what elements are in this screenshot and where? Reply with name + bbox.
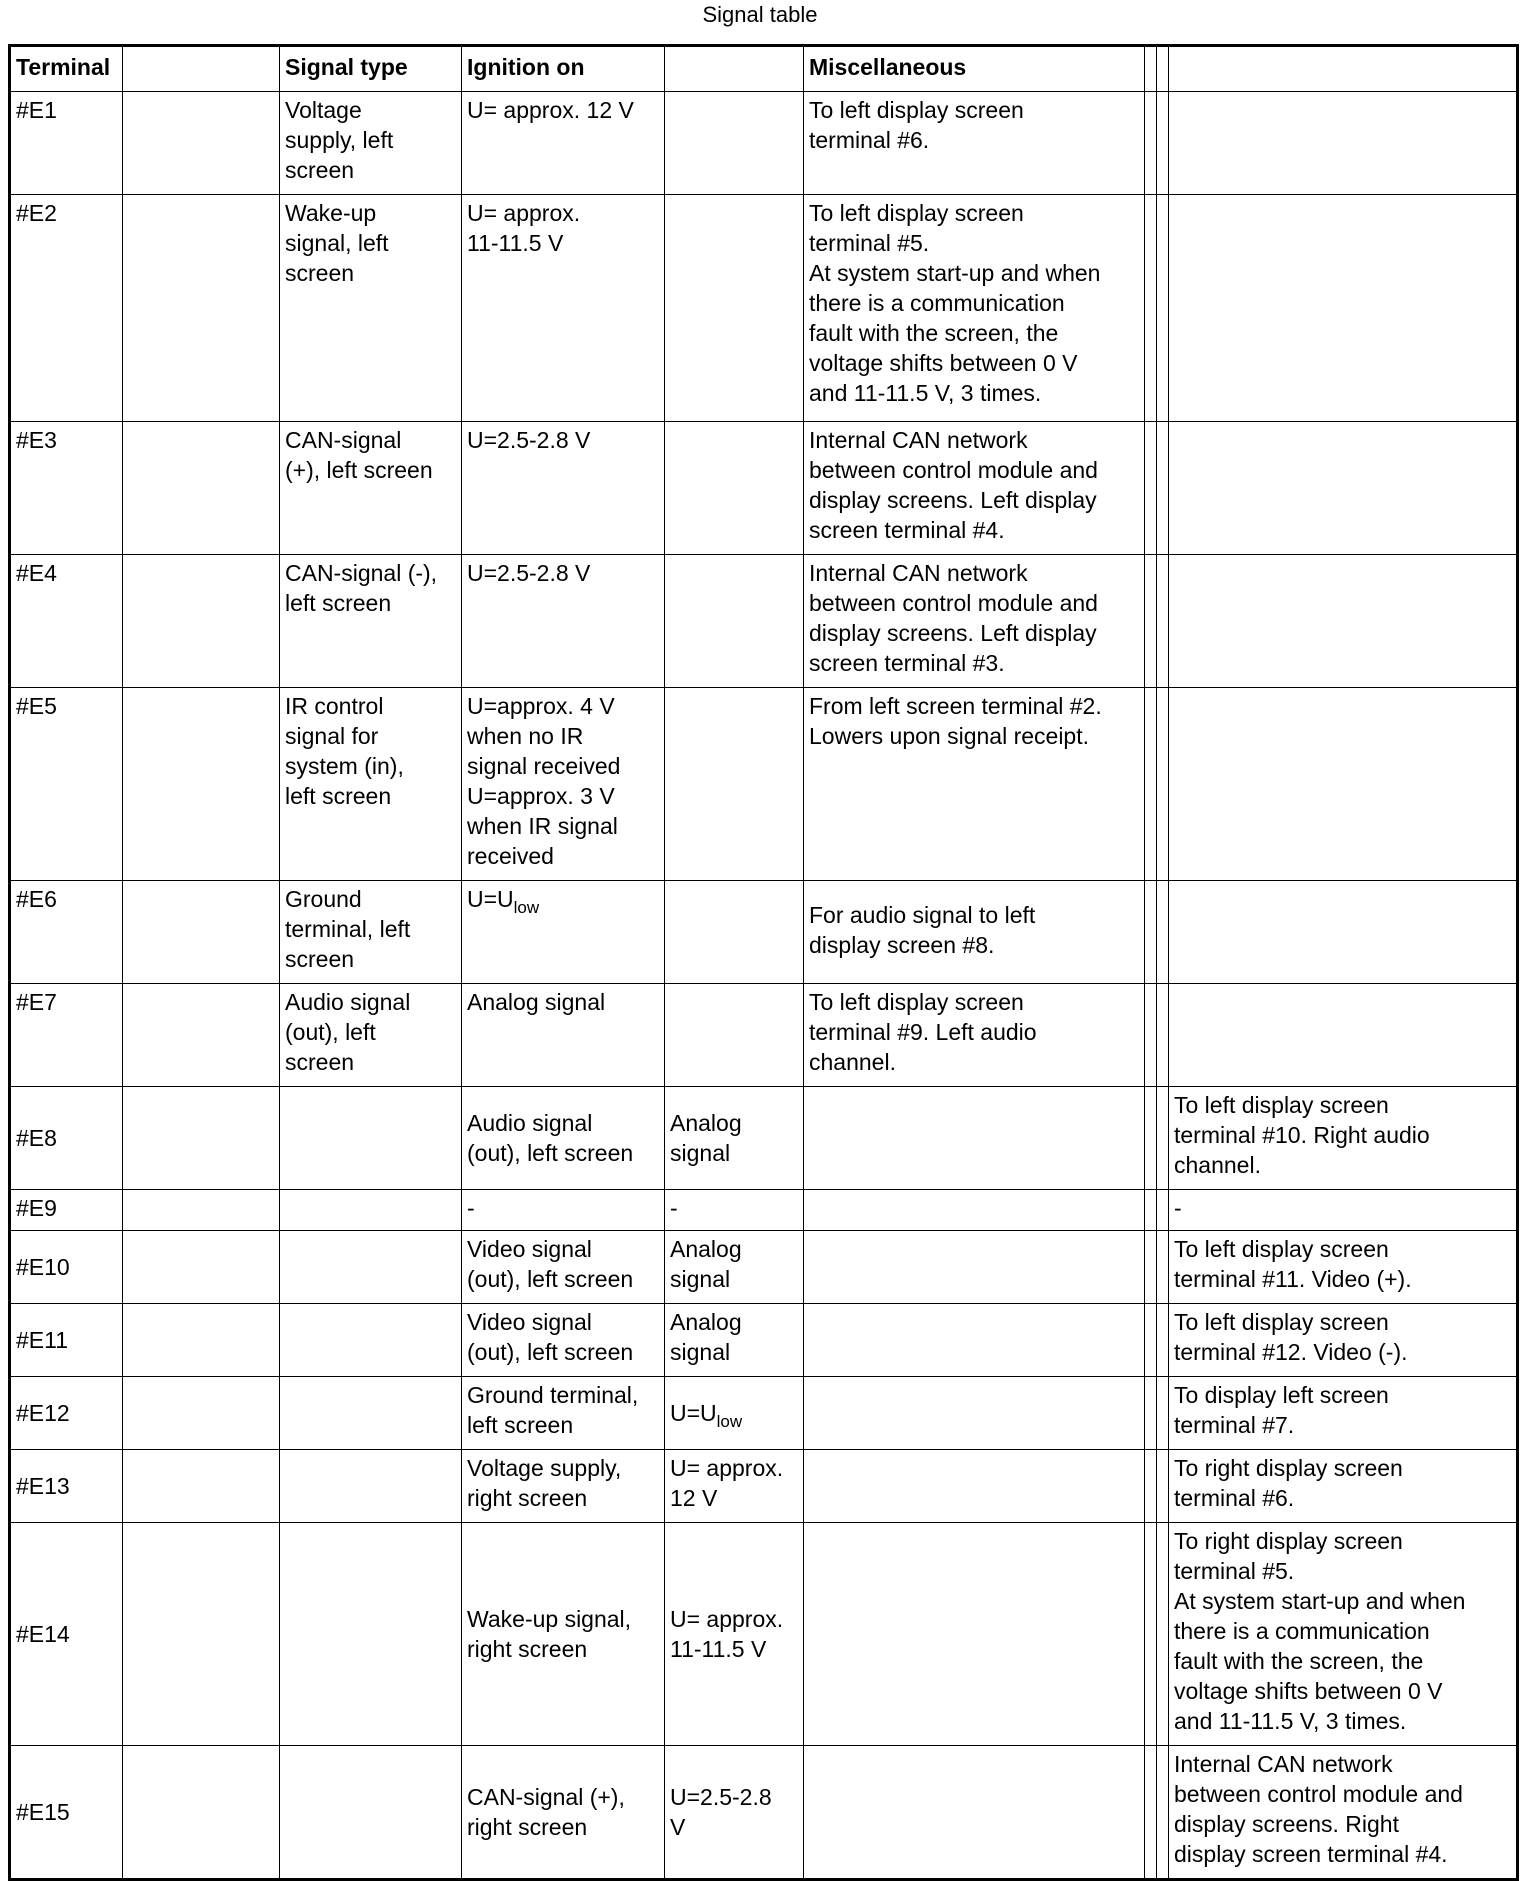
header-miscellaneous: Miscellaneous (804, 46, 1145, 92)
header-terminal: Terminal (10, 46, 123, 92)
ignition-cell: U=2.5-2.8 V (462, 555, 665, 688)
terminal-cell: #E2 (10, 195, 123, 422)
ignition-cell: U= approx. 12 V (665, 1450, 804, 1523)
signal-type-cell: Voltage supply, left screen (280, 92, 462, 195)
signal-type-cell: CAN-signal (-), left screen (280, 555, 462, 688)
terminal-cell: #E7 (10, 984, 123, 1087)
terminal-cell: #E15 (10, 1746, 123, 1880)
terminal-cell: #E8 (10, 1087, 123, 1190)
table-row (10, 1231, 1518, 1304)
signal-type-cell: CAN-signal (+), right screen (462, 1746, 665, 1880)
signal-type-cell: CAN-signal (+), left screen (280, 422, 462, 555)
signal-type-cell: - (462, 1190, 665, 1231)
ignition-cell: U=2.5-2.8 V (462, 422, 665, 555)
misc-cell: To left display screen terminal #5. At system start-up and when there is a communication fault with the screen, the voltage shifts between 0 V and 11-11.5 V, 3 times. (804, 195, 1145, 422)
ignition-cell: $U=U_{low}$ (665, 1377, 804, 1450)
terminal-cell: #E1 (10, 92, 123, 195)
misc-cell: To left display screen terminal #6. (804, 92, 1145, 195)
terminal-cell: #E10 (10, 1231, 123, 1304)
ignition-cell: - (665, 1190, 804, 1231)
terminal-cell: #E4 (10, 555, 123, 688)
misc-cell: Internal CAN network between control module and display screens. Left display screen terminal #3. (804, 555, 1145, 688)
ignition-cell: U=approx. 4 V when no IR signal received U=approx. 3 V when IR signal received (462, 688, 665, 881)
signal-type-cell: Wake-up signal, left screen (280, 195, 462, 422)
ignition-cell: U= approx. 12 V (462, 92, 665, 195)
terminal-cell: #E9 (10, 1190, 123, 1231)
terminal-cell: #E14 (10, 1523, 123, 1746)
misc-cell: Internal CAN network between control module and display screens. Left display screen terminal #4. (804, 422, 1145, 555)
misc-cell: To left display screen terminal #9. Left audio channel. (804, 984, 1145, 1087)
misc-cell: To left display screen terminal #11. Video (+). (1169, 1231, 1518, 1304)
misc-cell: To right display screen terminal #6. (1169, 1450, 1518, 1523)
header-narrow-1 (1145, 46, 1157, 92)
table-row (10, 1746, 1518, 1880)
misc-cell: To display left screen terminal #7. (1169, 1377, 1518, 1450)
header-row (10, 46, 1518, 92)
misc-cell: For audio signal to left display screen #8. (804, 881, 1145, 984)
table-row (10, 1304, 1518, 1377)
misc-cell: To right display screen terminal #5. At system start-up and when there is a communication fault with the screen, the voltage shifts between 0 V and 11-11.5 V, 3 times. (1169, 1523, 1518, 1746)
table-row (10, 1450, 1518, 1523)
table-row (10, 881, 1518, 984)
signal-type-cell: Ground terminal, left screen (280, 881, 462, 984)
table-row (10, 688, 1518, 881)
ignition-cell: Analog signal (462, 984, 665, 1087)
misc-cell: Internal CAN network between control module and display screens. Right display screen terminal #4. (1169, 1746, 1518, 1880)
misc-cell: To left display screen terminal #10. Right audio channel. (1169, 1087, 1518, 1190)
ignition-cell: $U=U_{low}$ (462, 881, 665, 984)
misc-cell: From left screen terminal #2. Lowers upon signal receipt. (804, 688, 1145, 881)
signal-type-cell: Voltage supply, right screen (462, 1450, 665, 1523)
table-row (10, 1087, 1518, 1190)
table-row (10, 92, 1518, 195)
header-narrow-2 (1157, 46, 1169, 92)
signal-type-cell: Ground terminal, left screen (462, 1377, 665, 1450)
table-row (10, 1377, 1518, 1450)
table-row (10, 422, 1518, 555)
ignition-cell: Analog signal (665, 1304, 804, 1377)
terminal-cell: #E12 (10, 1377, 123, 1450)
signal-type-cell: Audio signal (out), left screen (280, 984, 462, 1087)
terminal-cell: #E11 (10, 1304, 123, 1377)
signal-type-cell: Audio signal (out), left screen (462, 1087, 665, 1190)
table-row (10, 984, 1518, 1087)
header-blank (123, 46, 280, 92)
ignition-cell: Analog signal (665, 1231, 804, 1304)
ignition-cell: U= approx. 11-11.5 V (462, 195, 665, 422)
ignition-cell: U=2.5-2.8 V (665, 1746, 804, 1880)
signal-table (8, 44, 1519, 1881)
table-row (10, 1523, 1518, 1746)
terminal-cell: #E5 (10, 688, 123, 881)
header-empty (665, 46, 804, 92)
ignition-cell: Analog signal (665, 1087, 804, 1190)
table-row (10, 195, 1518, 422)
signal-type-cell: Video signal (out), left screen (462, 1231, 665, 1304)
table-row (10, 555, 1518, 688)
signal-type-cell: Wake-up signal, right screen (462, 1523, 665, 1746)
terminal-cell: #E13 (10, 1450, 123, 1523)
page-title: Signal table (702, 2, 818, 27)
terminal-cell: #E6 (10, 881, 123, 984)
header-ignition-on: Ignition on (462, 46, 665, 92)
signal-type-cell: IR control signal for system (in), left screen (280, 688, 462, 881)
signal-type-cell: Video signal (out), left screen (462, 1304, 665, 1377)
misc-cell: - (1169, 1190, 1518, 1231)
table-row (10, 1190, 1518, 1231)
header-signal-type: Signal type (280, 46, 462, 92)
header-extra (1169, 46, 1518, 92)
misc-cell: To left display screen terminal #12. Video (-). (1169, 1304, 1518, 1377)
terminal-cell: #E3 (10, 422, 123, 555)
ignition-cell: U= approx. 11-11.5 V (665, 1523, 804, 1746)
